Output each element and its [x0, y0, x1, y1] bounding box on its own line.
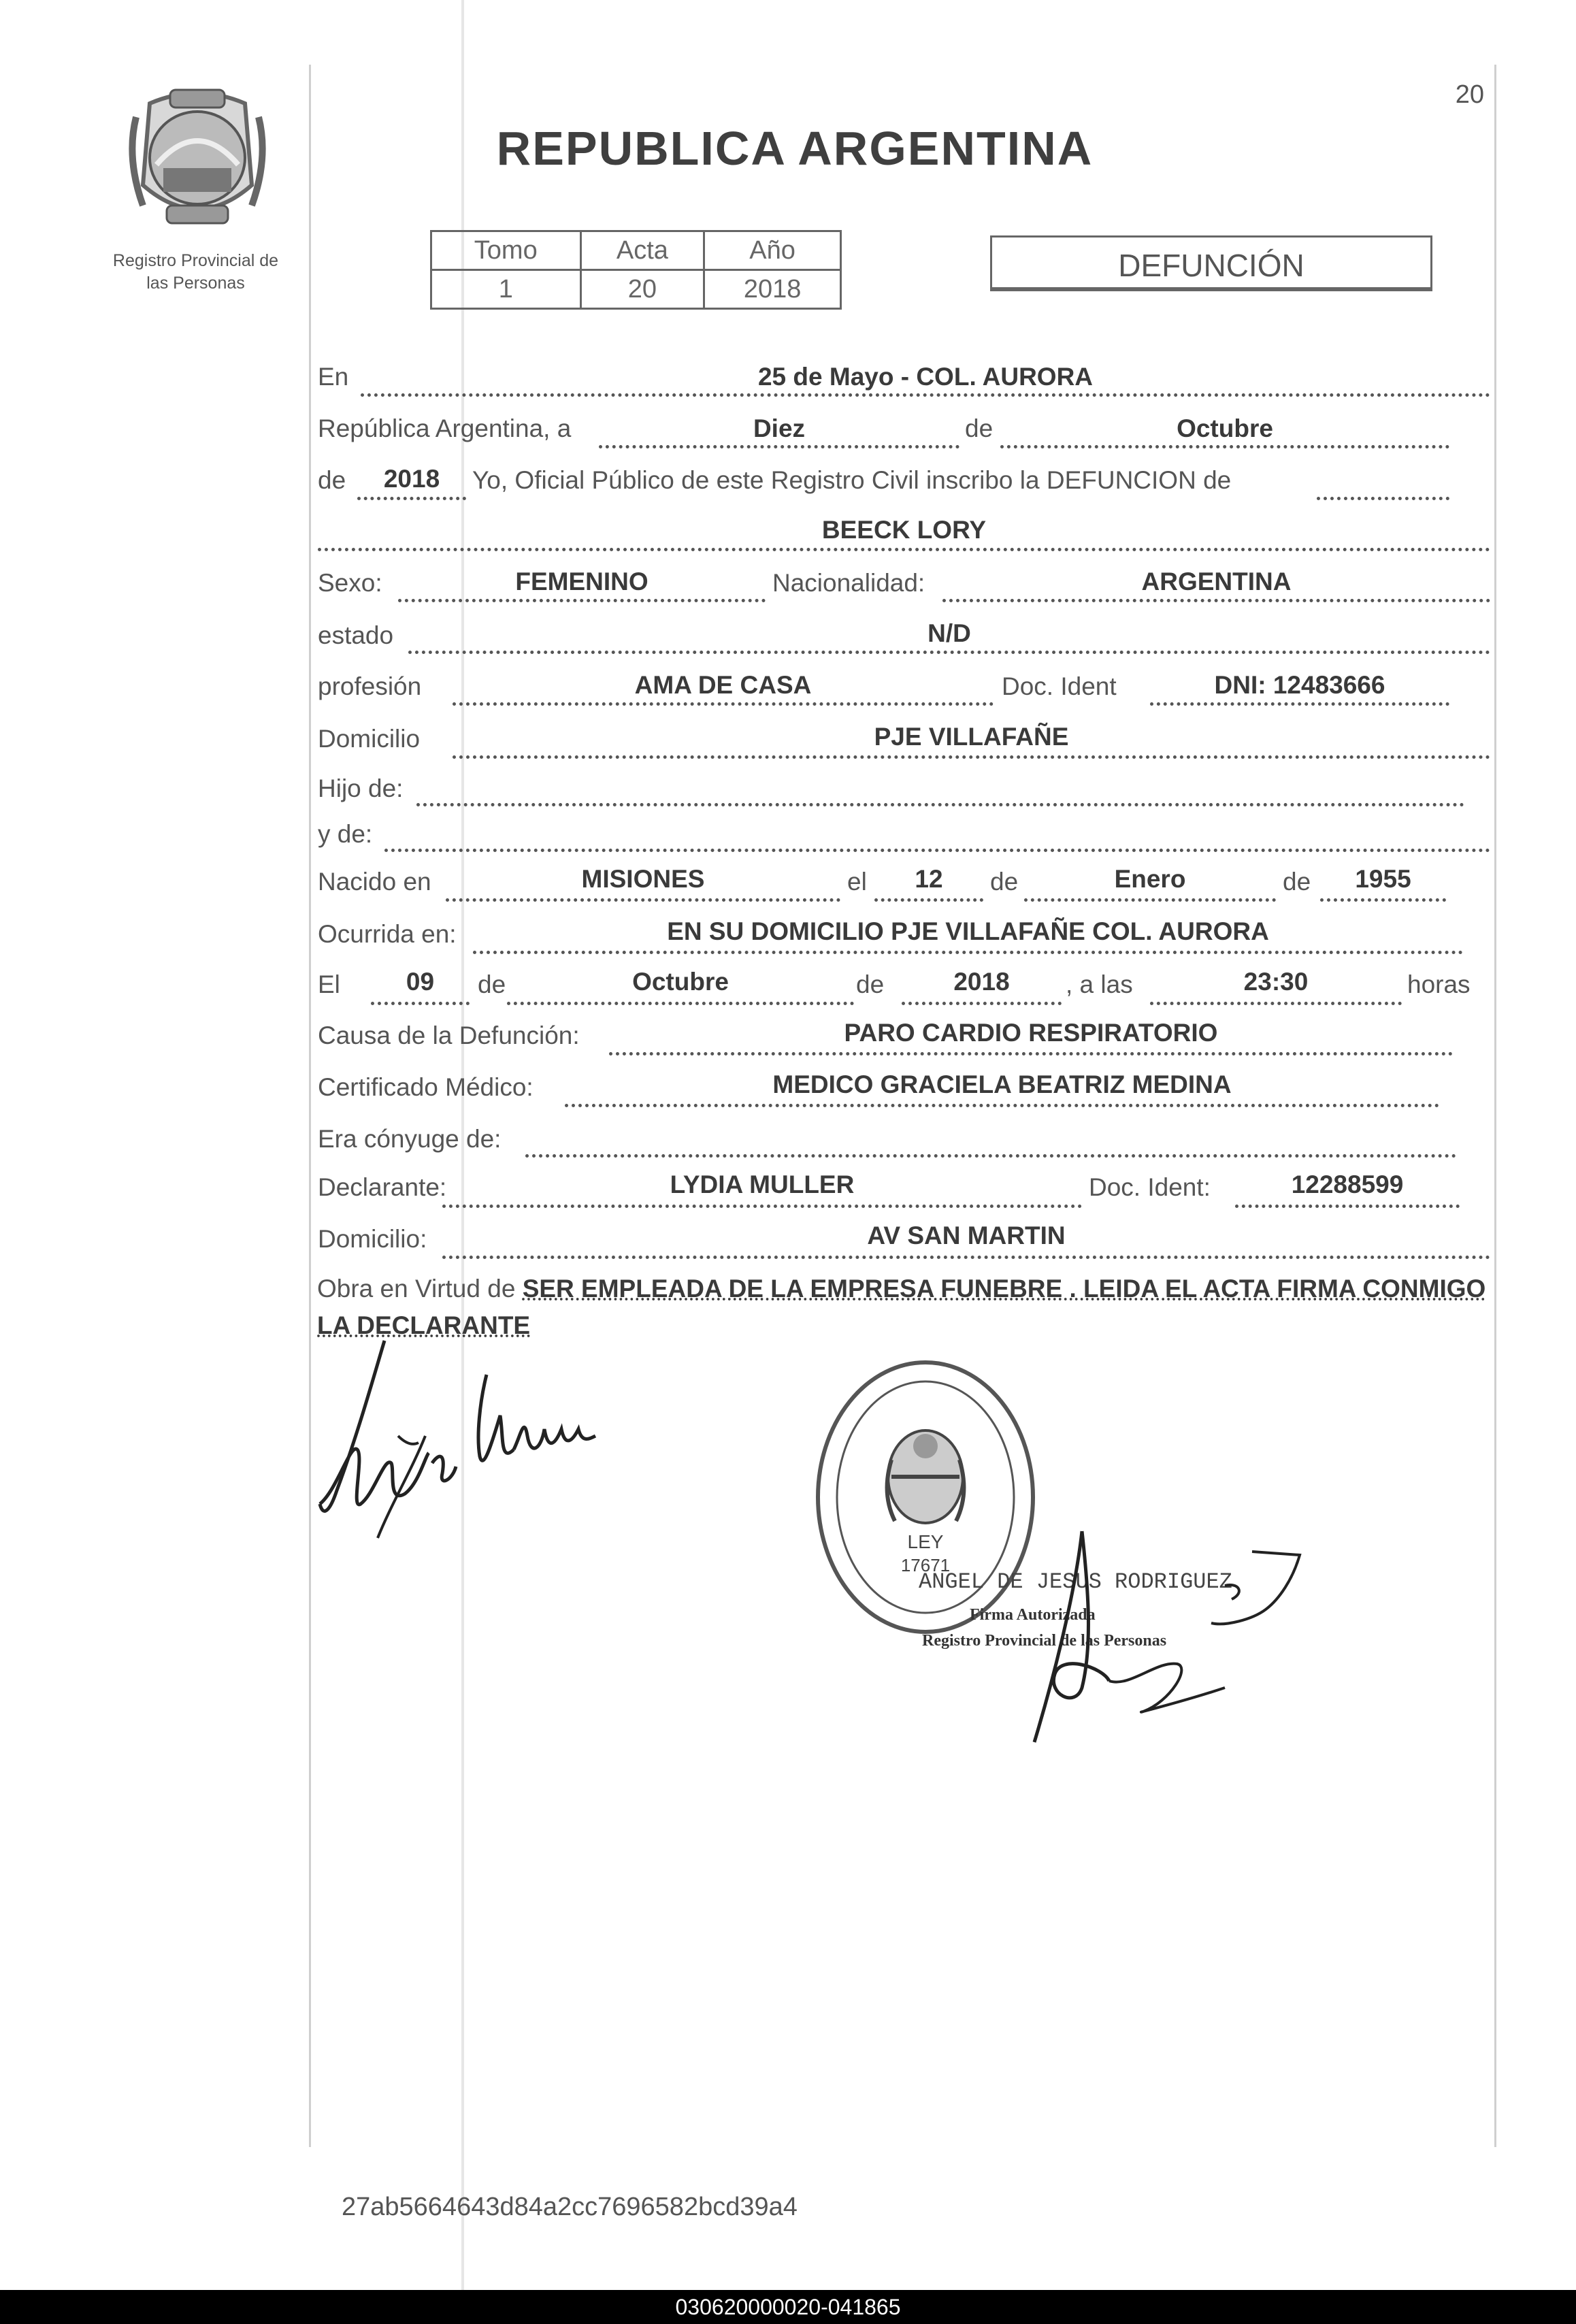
official-stamp	[813, 1358, 1038, 1637]
de2-label: de	[318, 466, 346, 494]
registry-table	[430, 230, 842, 310]
conyuge-underline	[525, 1154, 1456, 1158]
def-hora-value: 23:30	[1243, 968, 1309, 996]
tomo-value: 1	[431, 270, 581, 309]
domicilio-underline	[453, 755, 1490, 759]
obra-label: Obra en Virtud de	[317, 1275, 516, 1303]
nac-mes-underline	[1024, 898, 1276, 902]
sexo-underline	[398, 599, 766, 602]
registry-value-row	[431, 270, 841, 309]
acta-header: Acta	[580, 231, 704, 270]
certificado-label: Certificado Médico:	[318, 1073, 533, 1101]
registry-header-row	[431, 231, 841, 270]
yde-label: y de:	[318, 820, 373, 848]
certificado-underline	[565, 1104, 1439, 1107]
nacido-value: MISIONES	[581, 865, 705, 893]
hijo-label: Hijo de:	[318, 774, 404, 802]
nac-de2-label: de	[1283, 868, 1311, 896]
right-margin-line	[1494, 65, 1496, 2147]
nac-mes-value: Enero	[1114, 865, 1186, 893]
domicilio-label: Domicilio	[318, 725, 421, 753]
stamp-ley-number: 17671	[900, 1555, 951, 1575]
declarant-signature	[310, 1334, 650, 1552]
def-de2-label: de	[856, 970, 885, 998]
nac-anio-underline	[1320, 898, 1446, 902]
el-label: el	[847, 868, 867, 896]
def-anio-value: 2018	[953, 968, 1010, 996]
estado-label: estado	[318, 621, 394, 649]
nacionalidad-value: ARGENTINA	[1141, 568, 1292, 595]
hijo-underline	[416, 803, 1464, 806]
official-signature	[1007, 1524, 1327, 1749]
document-title: REPUBLICA ARGENTINA	[496, 122, 1094, 175]
profesion-value: AMA DE CASA	[634, 671, 812, 699]
nac-dia-underline	[874, 898, 983, 902]
declarante-label: Declarante:	[318, 1173, 447, 1201]
profesion-underline	[453, 702, 994, 706]
en-underline	[361, 393, 1490, 397]
yde-underline	[384, 849, 1490, 852]
ocurrida-label: Ocurrida en:	[318, 920, 457, 948]
def-de-label: de	[478, 970, 506, 998]
doc-ident-value: DNI: 12483666	[1214, 671, 1385, 699]
mes-underline	[1000, 445, 1449, 448]
decl-doc-underline	[1235, 1205, 1460, 1208]
decl-domicilio-label: Domicilio:	[318, 1225, 427, 1253]
obra-paragraph	[317, 1271, 1494, 1344]
en-label: En	[318, 363, 349, 391]
def-dia-underline	[371, 1002, 470, 1005]
dia-value: Diez	[753, 414, 806, 442]
official-role: Firma Autorizada	[970, 1606, 1096, 1624]
nacido-underline	[446, 898, 840, 902]
document-type-box: DEFUNCIÓN	[990, 235, 1432, 291]
ocurrida-value: EN SU DOMICILIO PJE VILLAFAÑE COL. AURORA	[667, 917, 1269, 945]
decl-domicilio-underline	[442, 1256, 1490, 1259]
page-number: 20	[1455, 80, 1484, 109]
anio-header: Año	[704, 231, 841, 270]
def-mes-value: Octubre	[632, 968, 729, 996]
declarante-underline	[442, 1205, 1082, 1208]
causa-label: Causa de la Defunción:	[318, 1021, 580, 1049]
anio-value: 2018	[704, 270, 841, 309]
registro-line-2: las Personas	[146, 273, 245, 293]
nombre-value: BEECK LORY	[821, 516, 987, 544]
sexo-value: FEMENINO	[515, 568, 649, 595]
anio-value: 2018	[383, 465, 440, 493]
conyuge-label: Era cónyuge de:	[318, 1125, 502, 1153]
registro-line-1: Registro Provincial de	[112, 251, 279, 270]
en-value: 25 de Mayo - COL. AURORA	[757, 363, 1094, 391]
dia-underline	[599, 445, 959, 448]
registro-provincial-label	[82, 250, 310, 294]
oficial-underline	[1317, 497, 1449, 500]
causa-value: PARO CARDIO RESPIRATORIO	[844, 1019, 1218, 1047]
ocurrida-underline	[473, 951, 1463, 954]
declarante-value: LYDIA MULLER	[670, 1171, 855, 1198]
estado-underline	[408, 651, 1490, 654]
def-mes-underline	[507, 1002, 854, 1005]
decl-doc-label: Doc. Ident:	[1089, 1173, 1211, 1201]
nac-anio-value: 1955	[1355, 865, 1411, 893]
nac-dia-value: 12	[915, 865, 943, 893]
de-label: de	[965, 414, 994, 442]
tomo-header: Tomo	[431, 231, 581, 270]
doc-ident-underline	[1150, 702, 1449, 706]
doc-ident-label: Doc. Ident	[1002, 672, 1117, 700]
nacido-label: Nacido en	[318, 868, 431, 896]
certificado-value: MEDICO GRACIELA BEATRIZ MEDINA	[772, 1070, 1232, 1098]
republica-label: República Argentina, a	[318, 414, 572, 442]
decl-domicilio-value: AV SAN MARTIN	[867, 1222, 1066, 1249]
estado-value: N/D	[927, 619, 971, 647]
nacionalidad-label: Nacionalidad:	[772, 569, 925, 597]
footer-barcode-id: 030620000020-041865	[0, 2290, 1576, 2324]
mes-value: Octubre	[1177, 414, 1273, 442]
horas-label: horas	[1407, 970, 1471, 998]
causa-underline	[609, 1052, 1453, 1055]
document-hash: 27ab5664643d84a2cc7696582bcd39a4	[342, 2193, 798, 2221]
def-anio-underline	[902, 1002, 1062, 1005]
sexo-label: Sexo:	[318, 569, 382, 597]
nombre-underline	[318, 548, 1490, 551]
obra-value: SER EMPLEADA DE LA EMPRESA FUNEBRE . LEIDA EL ACTA FIRMA CONMIGO LA DECLARANTE	[317, 1275, 1486, 1339]
oficial-text: Yo, Oficial Público de este Registro Civil inscribo la DEFUNCION de	[472, 466, 1232, 494]
anio-underline	[357, 497, 466, 500]
left-margin-line	[309, 65, 311, 2147]
nacionalidad-underline	[942, 599, 1490, 602]
domicilio-value: PJE VILLAFAÑE	[874, 723, 1069, 751]
official-org: Registro Provincial de las Personas	[922, 1632, 1167, 1650]
def-dia-value: 09	[406, 968, 435, 996]
stamp-ley: LEY	[907, 1531, 944, 1552]
official-name: ANGEL DE JESUS RODRIGUEZ	[919, 1569, 1232, 1594]
profesion-label: profesión	[318, 672, 422, 700]
nac-de-label: de	[990, 868, 1019, 896]
alas-label: , a las	[1066, 970, 1133, 998]
def-hora-underline	[1150, 1002, 1402, 1005]
decl-doc-value: 12288599	[1291, 1171, 1404, 1198]
acta-value: 20	[580, 270, 704, 309]
el2-label: El	[318, 970, 340, 998]
